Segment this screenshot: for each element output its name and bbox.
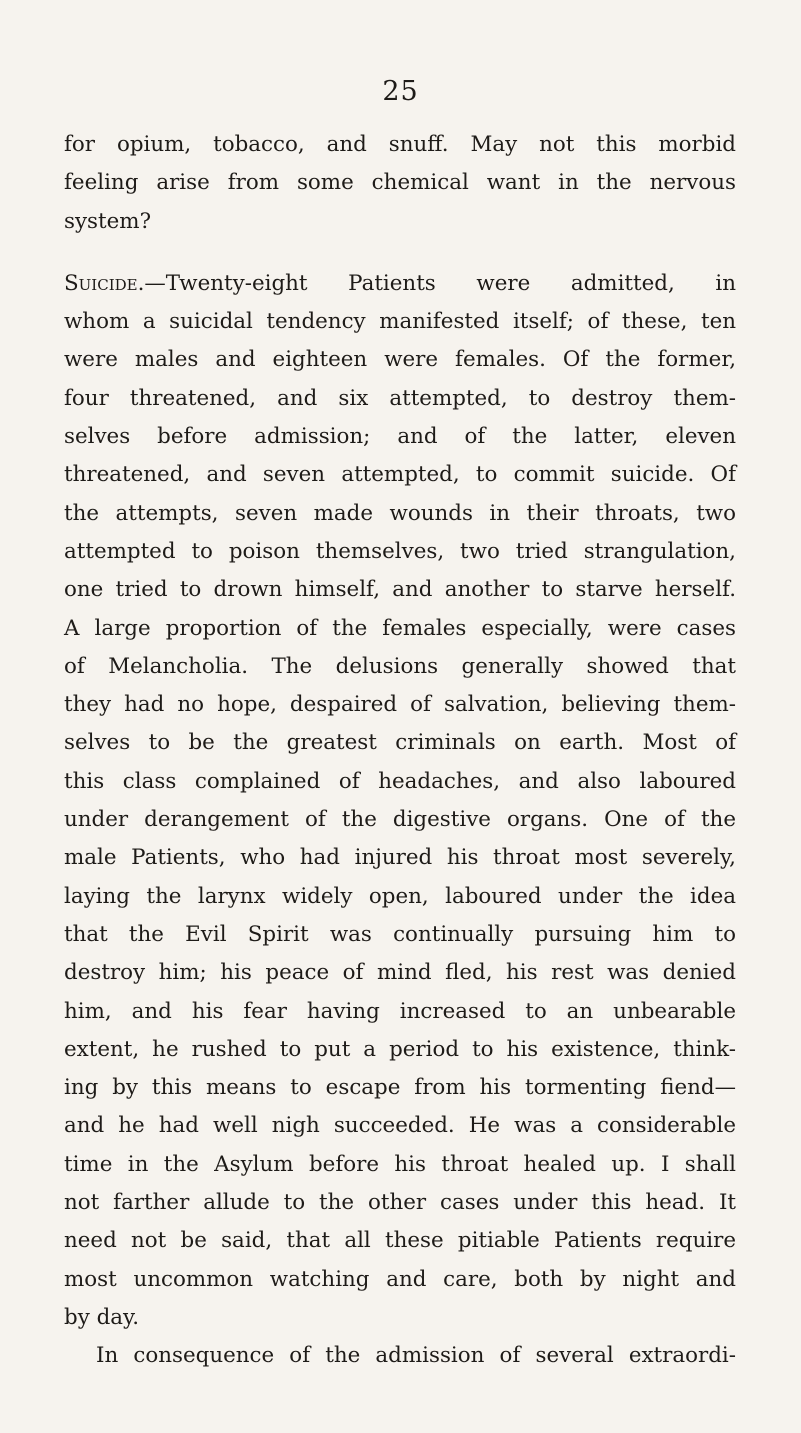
text-line: and he had well nigh succeeded. He was a considerable xyxy=(64,1113,736,1139)
text-line: one tried to drown himself, and another to starve herself. xyxy=(64,577,736,603)
text-line: most uncommon watching and care, both by night and xyxy=(64,1266,736,1292)
text-line: destroy him; his peace of mind fled, his rest was denied xyxy=(64,960,736,986)
text-line: four threatened, and six attempted, to destroy them- xyxy=(64,385,736,411)
text-line: time in the Asylum before his throat healed up. I shall xyxy=(64,1151,736,1177)
text-line: not farther allude to the other cases under this head. It xyxy=(64,1190,736,1216)
text-line: extent, he rushed to put a period to his existence, think- xyxy=(64,1036,736,1062)
text-line: feeling arise from some chemical want in the nervous xyxy=(64,170,736,196)
text-line: In consequence of the admission of several extraordi- xyxy=(96,1343,736,1369)
text-line: ing by this means to escape from his tormenting fiend— xyxy=(64,1075,736,1101)
text-line: of Melancholia. The delusions generally showed that xyxy=(64,653,736,679)
text-line: Twenty-eight Patients were admitted, in xyxy=(165,270,736,296)
text-line: laying the larynx widely open, laboured under the idea xyxy=(64,883,736,909)
text-line: need not be said, that all these pitiable Patients require xyxy=(64,1228,736,1254)
text-line: that the Evil Spirit was continually pursuing him to xyxy=(64,921,736,947)
text-line: by day. xyxy=(64,1304,140,1330)
text-line: threatened, and seven attempted, to commit suicide. Of xyxy=(64,462,736,488)
page-number: 25 xyxy=(382,76,419,107)
body-text xyxy=(64,126,736,1376)
text-line: the attempts, seven made wounds in their throats, two xyxy=(64,500,736,526)
text-line: this class complained of headaches, and also laboured xyxy=(64,768,736,794)
text-line: him, and his fear having increased to an unbearable xyxy=(64,998,736,1024)
text-line: male Patients, who had injured his throat most severely, xyxy=(64,845,736,871)
text-line: selves before admission; and of the latter, eleven xyxy=(64,424,736,450)
text-line: attempted to poison themselves, two tried strangulation, xyxy=(64,538,736,564)
text-line: for opium, tobacco, and snuff. May not this morbid xyxy=(64,132,736,157)
text-line: under derangement of the digestive organs. One of the xyxy=(64,807,736,833)
paragraph-suicide-first-line xyxy=(64,265,736,303)
section-heading: Suicide.— xyxy=(64,270,166,296)
text-line: whom a suicidal tendency manifested itself; of these, ten xyxy=(64,309,736,335)
text-line: they had no hope, despaired of salvation, believing them- xyxy=(64,692,736,718)
text-line: were males and eighteen were females. Of the former, xyxy=(64,347,736,373)
text-line: system? xyxy=(64,208,152,234)
text-line: selves to be the greatest criminals on earth. Most of xyxy=(64,730,736,756)
text-line: A large proportion of the females especially, were cases xyxy=(64,615,736,641)
